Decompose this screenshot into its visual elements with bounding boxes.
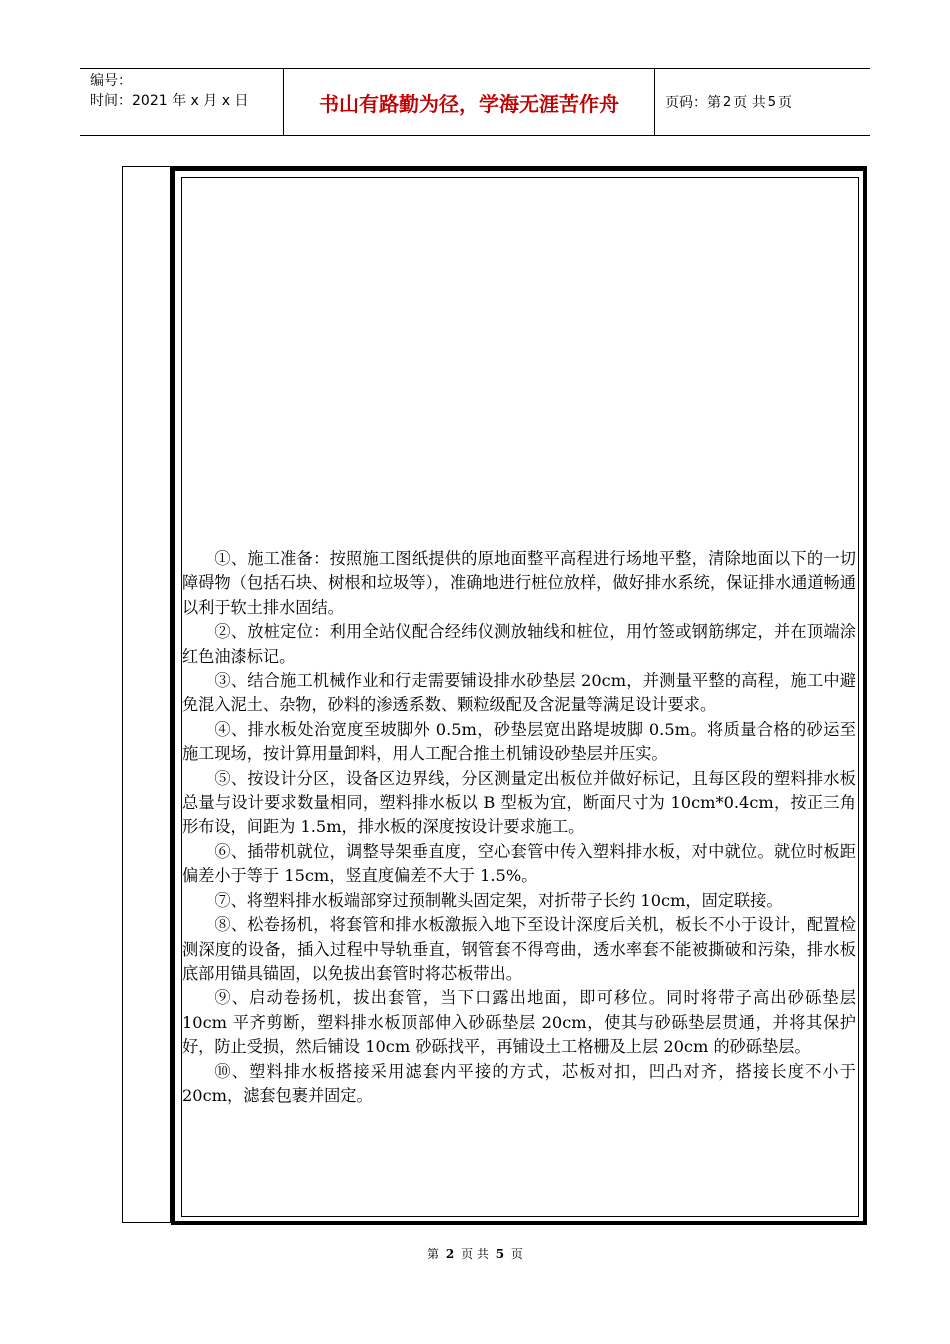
page-footer — [0, 1245, 950, 1262]
footer-middle: 页 共 — [461, 1247, 489, 1261]
page-prefix: 页码：第 — [665, 95, 721, 111]
step-paragraph: ②、放桩定位：利用全站仪配合经纬仪测放轴线和桩位，用竹签或钢筋绑定，并在顶端涂红色油漆标记。 — [182, 622, 856, 666]
page-suffix: 页 — [778, 95, 793, 111]
header-motto: 书山有路勤为径，学海无涯苦作舟 — [283, 69, 655, 135]
page-header — [80, 68, 870, 136]
step-paragraph: ⑩、塑料排水板搭接采用滤套内平接的方式，芯板对扣，凹凸对齐，搭接长度不小于 20cm，滤套包裹并固定。 — [182, 1061, 856, 1105]
footer-prefix: 第 — [427, 1247, 440, 1261]
step-paragraph: ①、施工准备：按照施工图纸提供的原地面整平高程进行场地平整，清除地面以下的一切障碍物（包括石块、树根和垃圾等），准确地进行桩位放样，做好排水系统，保证排水通道畅通以利于软土排水固结。 — [182, 549, 856, 617]
serial-label: 编号： — [90, 73, 132, 89]
footer-current-page: 2 — [445, 1247, 455, 1261]
step-paragraph: ⑤、按设计分区，设备区边界线，分区测量定出板位并做好标记，且每区段的塑料排水板总量与设计要求数量相同，塑料排水板以 B 型板为宜，断面尺寸为 10cm*0.4cm，按正三角形布设，间距为 1.5m，排水板的深度按设计要求施工。 — [182, 768, 856, 837]
header-page-number — [655, 69, 870, 135]
step-paragraph: ⑨、启动卷扬机，拔出套管，当下口露出地面，即可移位。同时将带子高出砂砾垫层 10cm 平齐剪断，塑料排水板顶部伸入砂砾垫层 20cm，使其与砂砾垫层贯通，并将其保护好，防止受损，然后铺设 10cm 砂砾找平，再铺设土工格栅及上层 20cm 的砂砾垫层。 — [182, 988, 856, 1057]
footer-total-pages: 5 — [495, 1247, 505, 1261]
step-paragraph: ⑧、松卷扬机，将套管和排水板激振入地下至设计深度后关机，板长不小于设计，配置检测深度的设备，插入过程中导轨垂直，钢管套不得弯曲，透水率套不能被撕破和污染，排水板底部用锚具锚固，以免拔出套管时将芯板带出。 — [182, 915, 856, 983]
page-middle: 页 共 — [733, 95, 766, 111]
step-paragraph: ③、结合施工机械作业和行走需要铺设排水砂垫层 20cm，并测量平整的高程，施工中避免混入泥土、杂物，砂料的渗透系数、颗粒级配及含泥量等满足设计要求。 — [182, 671, 856, 715]
page-current: 2 — [723, 94, 732, 110]
step-paragraph: ⑥、插带机就位，调整导架垂直度，空心套管中传入塑料排水板，对中就位。就位时板距偏差小于等于 15cm，竖直度偏差不大于 1.5%。 — [182, 841, 856, 886]
construction-steps — [182, 547, 856, 1108]
time-label: 时间：2021 年 x 月 x 日 — [90, 93, 249, 109]
step-paragraph: ⑦、将塑料排水板端部穿过预制靴头固定架，对折带子长约 10cm，固定联接。 — [214, 890, 783, 910]
page-total: 5 — [767, 94, 777, 110]
footer-suffix: 页 — [510, 1247, 523, 1261]
header-info — [80, 69, 283, 135]
step-paragraph: ④、排水板处治宽度至坡脚外 0.5m，砂垫层宽出路堤坡脚 0.5m。将质量合格的砂运至施工现场，按计算用量卸料，用人工配合推土机铺设砂垫层并压实。 — [182, 719, 856, 764]
